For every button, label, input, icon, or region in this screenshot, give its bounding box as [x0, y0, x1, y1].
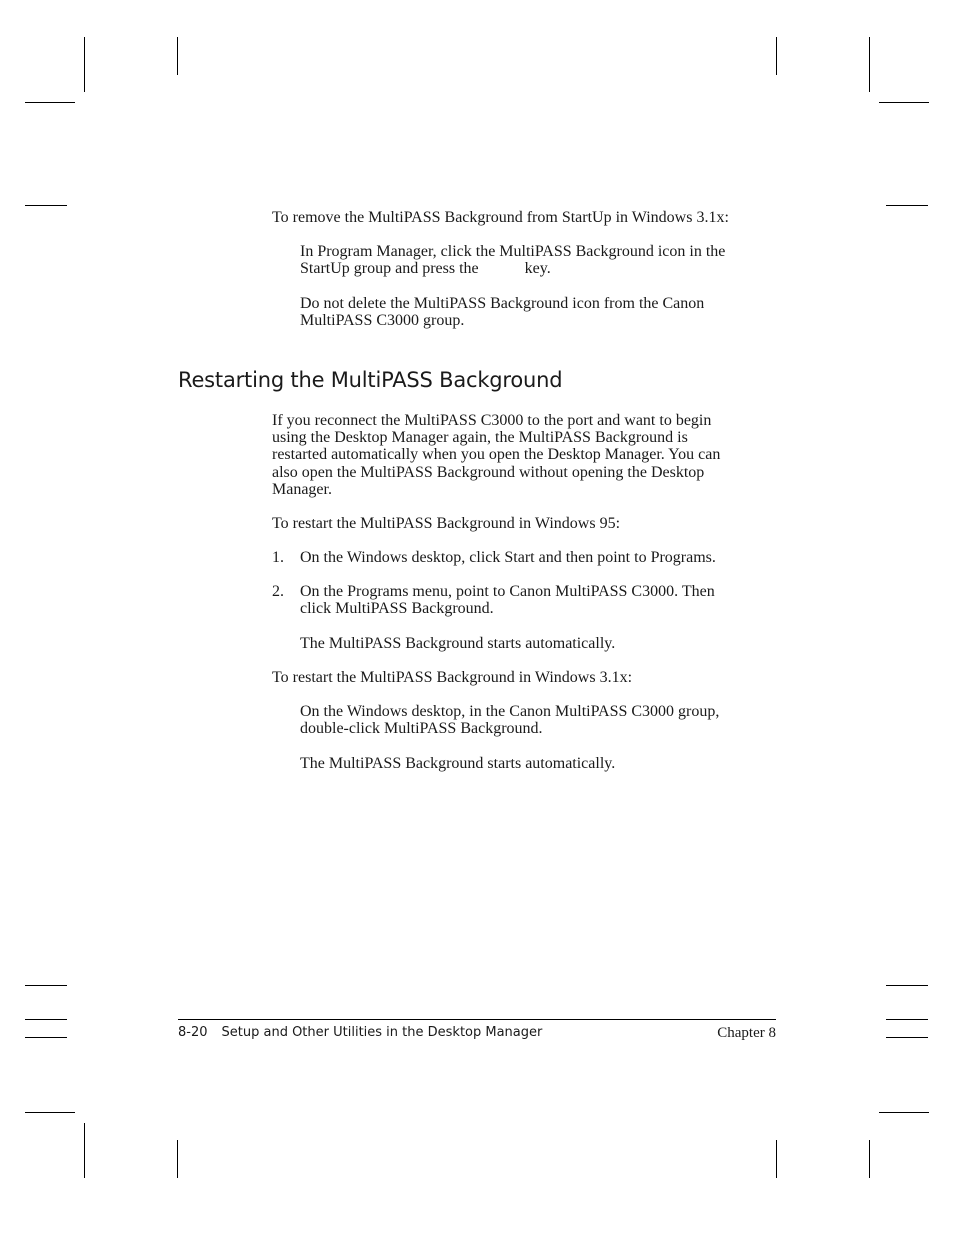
reconnect-line: Manager. [272, 480, 332, 498]
intro-remove-31x [272, 209, 729, 226]
do-not-delete-note [300, 295, 704, 329]
crop-mark [25, 205, 67, 206]
crop-mark [84, 1123, 85, 1178]
footer-chapter: Chapter 8 [717, 1025, 776, 1041]
restart-31x-intro: To restart the MultiPASS Background in Windows 3.1x: [272, 669, 633, 686]
desktop-31x-line-2: double-click MultiPASS Background. [300, 720, 543, 738]
crop-mark [869, 1140, 870, 1178]
intro-remove-text: To remove the MultiPASS Background from StartUp in Windows 3.1x: [272, 209, 729, 226]
do-not-delete-line-1: Do not delete the MultiPASS Background icon from the Canon [300, 295, 705, 312]
step-number: 2. [272, 583, 284, 600]
step-2-line: On the Programs menu, point to Canon MultiPASS C3000. Then [300, 583, 715, 600]
crop-mark [886, 205, 928, 206]
crop-mark [84, 37, 85, 92]
crop-mark [177, 37, 178, 75]
program-manager-line-1: In Program Manager, click the MultiPASS Background icon in the [300, 243, 726, 260]
crop-mark [886, 985, 928, 986]
footer-section-title: Setup and Other Utilities in the Desktop Manager [221, 1025, 543, 1040]
do-not-delete-line-2: MultiPASS C3000 group. [300, 312, 465, 330]
crop-mark [25, 1019, 67, 1020]
auto-start-note-2: The MultiPASS Background starts automatically. [300, 755, 616, 772]
crop-mark [879, 102, 929, 103]
crop-mark [25, 1037, 67, 1038]
desktop-31x-instruction [300, 703, 719, 737]
footer-left [178, 1025, 542, 1040]
program-manager-line-2b: key. [524, 260, 551, 278]
step-1-text [300, 549, 716, 566]
crop-mark [177, 1140, 178, 1178]
crop-mark [886, 1037, 928, 1038]
footer-rule [178, 1019, 776, 1020]
crop-mark [25, 1112, 75, 1113]
crop-mark [25, 985, 67, 986]
section-heading: Restarting the MultiPASS Background [178, 368, 563, 392]
reconnect-line: also open the MultiPASS Background without opening the Desktop [272, 463, 705, 481]
page-number: 8-20 [178, 1025, 208, 1040]
reconnect-line: If you reconnect the MultiPASS C3000 to the port and want to begin [272, 412, 712, 429]
step-1-line: On the Windows desktop, click Start and then point to Programs. [300, 549, 716, 566]
step-2-line: click MultiPASS Background. [300, 600, 494, 618]
reconnect-line: restarted automatically when you open the Desktop Manager. You can [272, 446, 721, 464]
crop-mark [776, 37, 777, 75]
restart-95-intro: To restart the MultiPASS Background in Windows 95: [272, 515, 621, 532]
reconnect-line: using the Desktop Manager again, the MultiPASS Background is [272, 429, 688, 447]
crop-mark [879, 1112, 929, 1113]
auto-start-note-1: The MultiPASS Background starts automatically. [300, 635, 616, 652]
step-2-text [300, 583, 715, 617]
program-manager-instruction [300, 243, 725, 277]
crop-mark [886, 1019, 928, 1020]
crop-mark [776, 1140, 777, 1178]
step-number: 1. [272, 549, 284, 566]
crop-mark [869, 37, 870, 92]
reconnect-paragraph [272, 412, 720, 498]
crop-mark [25, 102, 75, 103]
program-manager-line-2a: StartUp group and press the [300, 260, 479, 278]
desktop-31x-line-1: On the Windows desktop, in the Canon MultiPASS C3000 group, [300, 703, 720, 720]
